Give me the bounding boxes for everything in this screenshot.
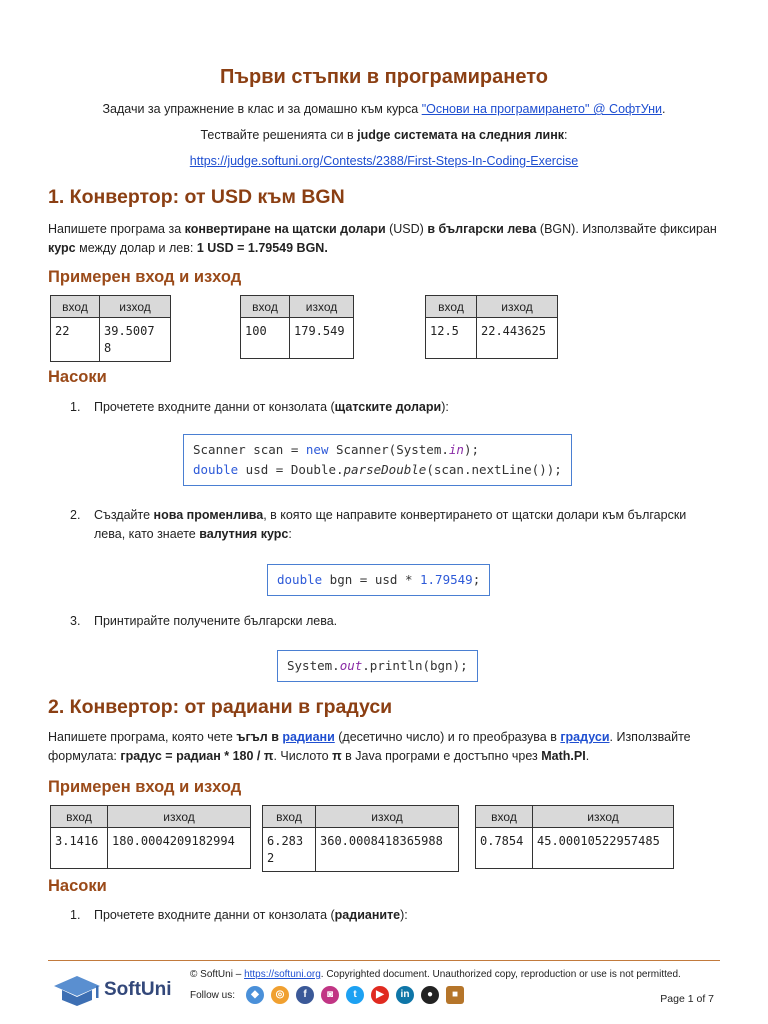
code-token: parseDouble — [343, 462, 427, 477]
bold-text: радианите — [334, 908, 401, 922]
bold-text: курс — [48, 241, 76, 255]
input-cell: 22 — [51, 318, 100, 362]
text-run: . Числото — [273, 749, 333, 763]
output-header: изход — [108, 806, 251, 828]
bold-text: 1 USD = 1.79549 BGN. — [196, 241, 328, 255]
text-run: Създайте — [94, 508, 154, 522]
code-token: Scanner(System. — [328, 442, 449, 457]
step-text — [94, 906, 714, 925]
softuni-icon[interactable]: ◆ — [246, 986, 264, 1004]
text-run: (десетично число) и го преобразува в — [334, 730, 561, 744]
text-run: . — [585, 749, 590, 763]
bold-text: π — [332, 749, 342, 763]
code-token: Scanner scan = — [193, 442, 306, 457]
code-token: ); — [463, 442, 480, 457]
input-header: вход — [51, 806, 108, 828]
intro-bold: judge системата на следния линк — [357, 128, 565, 142]
code-token: out — [339, 658, 363, 673]
text-run: ): — [400, 908, 408, 922]
section1-description — [48, 220, 720, 258]
step-number: 3. — [70, 614, 81, 628]
code-token: in — [448, 442, 464, 457]
input-cell: 12.5 — [426, 318, 477, 359]
social-icons — [246, 986, 471, 1006]
output-cell: 360.0008418365988 — [316, 828, 459, 872]
step-text — [94, 506, 714, 544]
judge-link[interactable]: https://judge.softuni.org/Contests/2388/First-Steps-In-Coding-Exercise — [189, 154, 579, 168]
output-header: изход — [533, 806, 674, 828]
code-token: ; — [472, 572, 481, 587]
intro-line-3 — [48, 154, 720, 168]
output-cell: 179.549 — [290, 318, 354, 359]
example-table-4 — [50, 805, 251, 869]
code-token: double — [277, 572, 323, 587]
course-link[interactable]: "Основи на програмирането" @ СофтУни — [421, 102, 663, 116]
intro-text: Задачи за упражнение в клас и за домашно към курса — [102, 102, 422, 116]
section2-hints-heading: Насоки — [48, 877, 107, 895]
step-number: 2. — [70, 508, 81, 522]
code-token: System. — [287, 658, 340, 673]
github-icon[interactable]: ● — [421, 986, 439, 1004]
intro-line-2 — [48, 128, 720, 142]
facebook-icon[interactable]: f — [296, 986, 314, 1004]
code-line — [193, 460, 562, 480]
text-run: . Използвайте — [609, 730, 691, 744]
text-run: Напишете програма за — [48, 222, 185, 236]
discord-icon[interactable]: ■ — [446, 986, 464, 1004]
section1-heading: 1. Конвертор: от USD към BGN — [48, 186, 345, 208]
step-2 — [70, 506, 720, 546]
code-token: 1.79549 — [420, 572, 473, 587]
input-cell: 100 — [241, 318, 290, 359]
code-token: double — [193, 462, 239, 477]
text-run: ): — [441, 400, 449, 414]
text-run: : — [288, 527, 292, 541]
code-token: .println(bgn); — [362, 658, 468, 673]
code-token: new — [305, 442, 329, 457]
text-run: Прочетете входните данни от конзолата ( — [94, 908, 335, 922]
output-cell: 22.443625 — [477, 318, 558, 359]
section2-examples-heading: Примерен вход и изход — [48, 778, 242, 796]
text-run: (USD) — [385, 222, 428, 236]
text-run: , в която ще направите конвертирането от щатски долари към български лева, като знаете — [94, 508, 687, 541]
input-cell — [263, 828, 316, 872]
intro-suffix: . — [662, 102, 666, 116]
step-number: 1. — [70, 908, 81, 922]
step-text — [94, 612, 714, 631]
intro-text-2: Тествайте решенията си в — [200, 128, 358, 142]
example-table-3 — [425, 295, 558, 359]
output-line: 39.5007 — [104, 324, 155, 338]
input-line: 2 — [267, 851, 275, 865]
text-run: (BGN). Използвайте фиксиран — [536, 222, 717, 236]
section1-examples-heading: Примерен вход и изход — [48, 268, 242, 286]
bold-text: в български лева — [427, 222, 537, 236]
linkedin-icon[interactable]: in — [396, 986, 414, 1004]
bold-text: щатските долари — [334, 400, 442, 414]
input-header: вход — [241, 296, 290, 318]
twitter-icon[interactable]: t — [346, 986, 364, 1004]
output-header: изход — [290, 296, 354, 318]
bold-text: градус = радиан * 180 / π — [120, 749, 274, 763]
code-line — [287, 656, 468, 676]
instagram-icon[interactable]: ◙ — [321, 986, 339, 1004]
youtube-icon[interactable]: ▶ — [371, 986, 389, 1004]
code-line — [193, 440, 562, 460]
text-run: Прочетете входните данни от конзолата ( — [94, 400, 335, 414]
bold-text: валутния курс — [199, 527, 289, 541]
bold-text: конвертиране на щатски долари — [184, 222, 386, 236]
output-line: 8 — [104, 341, 112, 355]
bold-text: Math.PI — [541, 749, 586, 763]
input-header: вход — [426, 296, 477, 318]
section2-description-line2 — [48, 747, 720, 766]
example-table-5 — [262, 805, 459, 872]
code-block-read-input — [183, 434, 572, 486]
section2-description-line1 — [48, 728, 720, 747]
inline-link[interactable]: радиани — [282, 730, 335, 744]
output-cell: 180.0004209182994 — [108, 828, 251, 869]
code-token: (scan.nextLine()); — [426, 462, 562, 477]
inline-link[interactable]: градуси — [560, 730, 610, 744]
text-run: Принтирайте получените български лева. — [94, 614, 338, 628]
text-run: в Java програми е достъпно чрез — [341, 749, 542, 763]
softuni-alt-icon[interactable]: ◎ — [271, 986, 289, 1004]
bold-text: ъгъл в — [236, 730, 283, 744]
code-line — [277, 570, 480, 590]
code-token: bgn = usd * — [322, 572, 420, 587]
follow-us-label: Follow us: — [190, 990, 236, 1001]
section2-heading: 2. Конвертор: от радиани в градуси — [48, 696, 393, 718]
output-cell: 45.00010522957485 — [533, 828, 674, 869]
example-table-1 — [50, 295, 171, 362]
input-cell: 3.1416 — [51, 828, 108, 869]
copyright — [190, 969, 681, 980]
text-run: формулата: — [48, 749, 121, 763]
code-block-convert — [267, 564, 490, 596]
page-title: Първи стъпки в програмирането — [220, 66, 548, 88]
input-line: 6.283 — [267, 834, 304, 848]
output-cell — [100, 318, 171, 362]
logo-text: SoftUni — [104, 979, 172, 1000]
section1-hints-heading: Насоки — [48, 368, 107, 386]
input-cell: 0.7854 — [476, 828, 533, 869]
footer-divider — [48, 960, 720, 961]
code-token: usd = Double. — [238, 462, 344, 477]
code-block-print — [277, 650, 478, 682]
output-header: изход — [477, 296, 558, 318]
copyright-prefix: © SoftUni – — [190, 969, 245, 980]
intro-suffix-2: : — [564, 128, 568, 142]
step-number: 1. — [70, 400, 81, 414]
text-run: Напишете програма, която чете — [48, 730, 237, 744]
bold-text: нова променлива — [153, 508, 264, 522]
intro-line-1 — [48, 102, 720, 116]
output-header: изход — [100, 296, 171, 318]
copyright-suffix: . Copyrighted document. Unauthorized copy, reproduction or use is not permitted. — [320, 969, 681, 980]
input-header: вход — [51, 296, 100, 318]
softuni-link[interactable]: https://softuni.org — [244, 969, 321, 980]
example-table-6 — [475, 805, 674, 869]
input-header: вход — [263, 806, 316, 828]
step-text — [94, 398, 714, 417]
output-header: изход — [316, 806, 459, 828]
example-table-2 — [240, 295, 354, 359]
page-number: Page 1 of 7 — [660, 993, 714, 1005]
input-header: вход — [476, 806, 533, 828]
text-run: между долар и лев: — [75, 241, 197, 255]
